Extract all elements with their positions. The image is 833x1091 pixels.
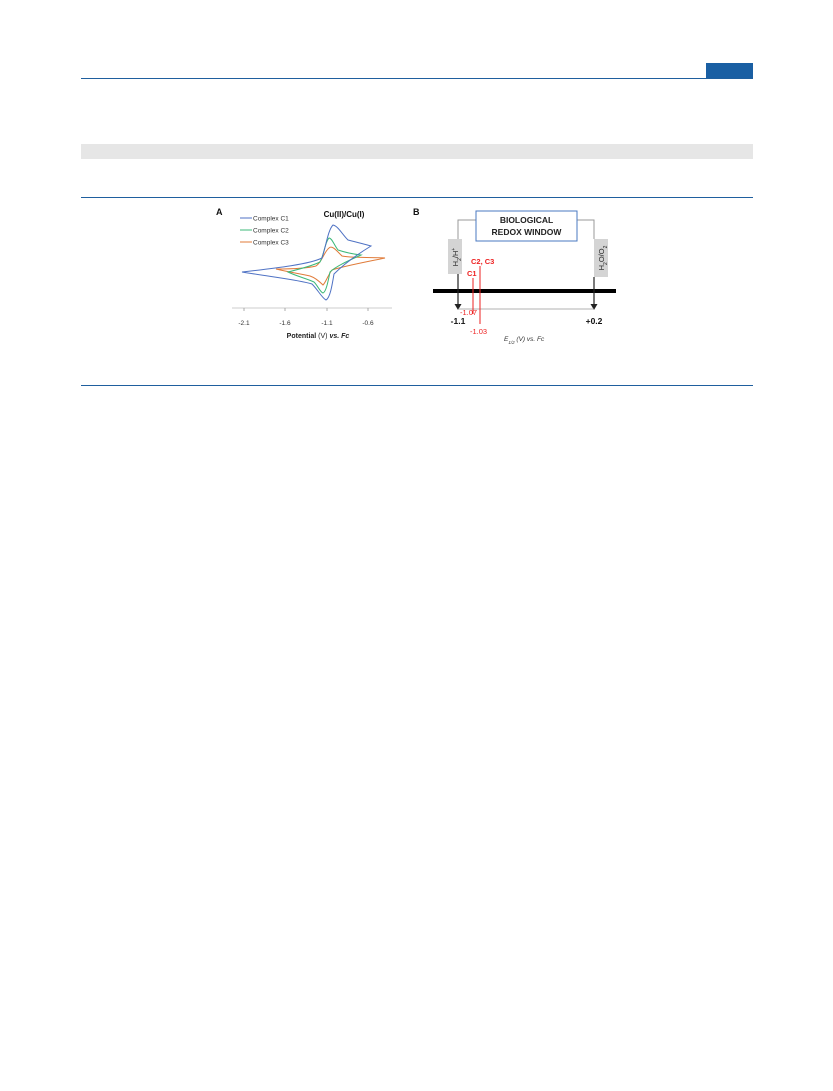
- legend-label-c3: Complex C3: [253, 239, 289, 247]
- x-tick-label-2: -1.6: [279, 320, 291, 327]
- legend: [240, 216, 289, 247]
- cv-trace-c3: [276, 247, 385, 285]
- panel-b-letter: B: [413, 207, 420, 217]
- figure-caption-band: [81, 144, 753, 159]
- panel-a-chart: [232, 200, 412, 350]
- figure-top-rule: [81, 197, 753, 198]
- x-tick-label-1: -2.1: [238, 320, 250, 327]
- legend-label-c2: Complex C2: [253, 227, 289, 235]
- x-tick-label-4: -0.6: [362, 320, 374, 327]
- value-c2c3: -1.03: [470, 327, 488, 336]
- page-tab-block: [706, 63, 753, 78]
- x-tick-label-3: -1.1: [321, 320, 333, 327]
- h2-box-label: $H_2/H^+$: [451, 247, 463, 267]
- value-left: -1.1: [450, 316, 466, 326]
- label-c1: C1: [467, 269, 477, 278]
- o2-box-label: $H_2O/O_2$: [597, 245, 609, 271]
- value-c1: -1.07: [460, 308, 478, 317]
- header-rule: [81, 78, 753, 79]
- x-axis-label: Potential (V) vs. Fc: [286, 333, 350, 340]
- panel-b-diagram: [420, 200, 640, 350]
- axis-label-b: $E_{1/2}$ (V) vs. Fc: [504, 336, 545, 345]
- legend-label-c1: Complex C1: [253, 215, 289, 223]
- label-c2c3: C2, C3: [471, 257, 495, 266]
- figure-bottom-rule: [81, 385, 753, 386]
- panel-a-letter: A: [216, 207, 223, 217]
- window-title-line1: BIOLOGICAL: [499, 215, 554, 225]
- window-title-line2: REDOX WINDOW: [491, 227, 562, 237]
- value-right: +0.2: [585, 316, 603, 326]
- cv-trace-c1: [242, 225, 371, 300]
- chart-title: Cu(II)/Cu(I): [323, 210, 365, 219]
